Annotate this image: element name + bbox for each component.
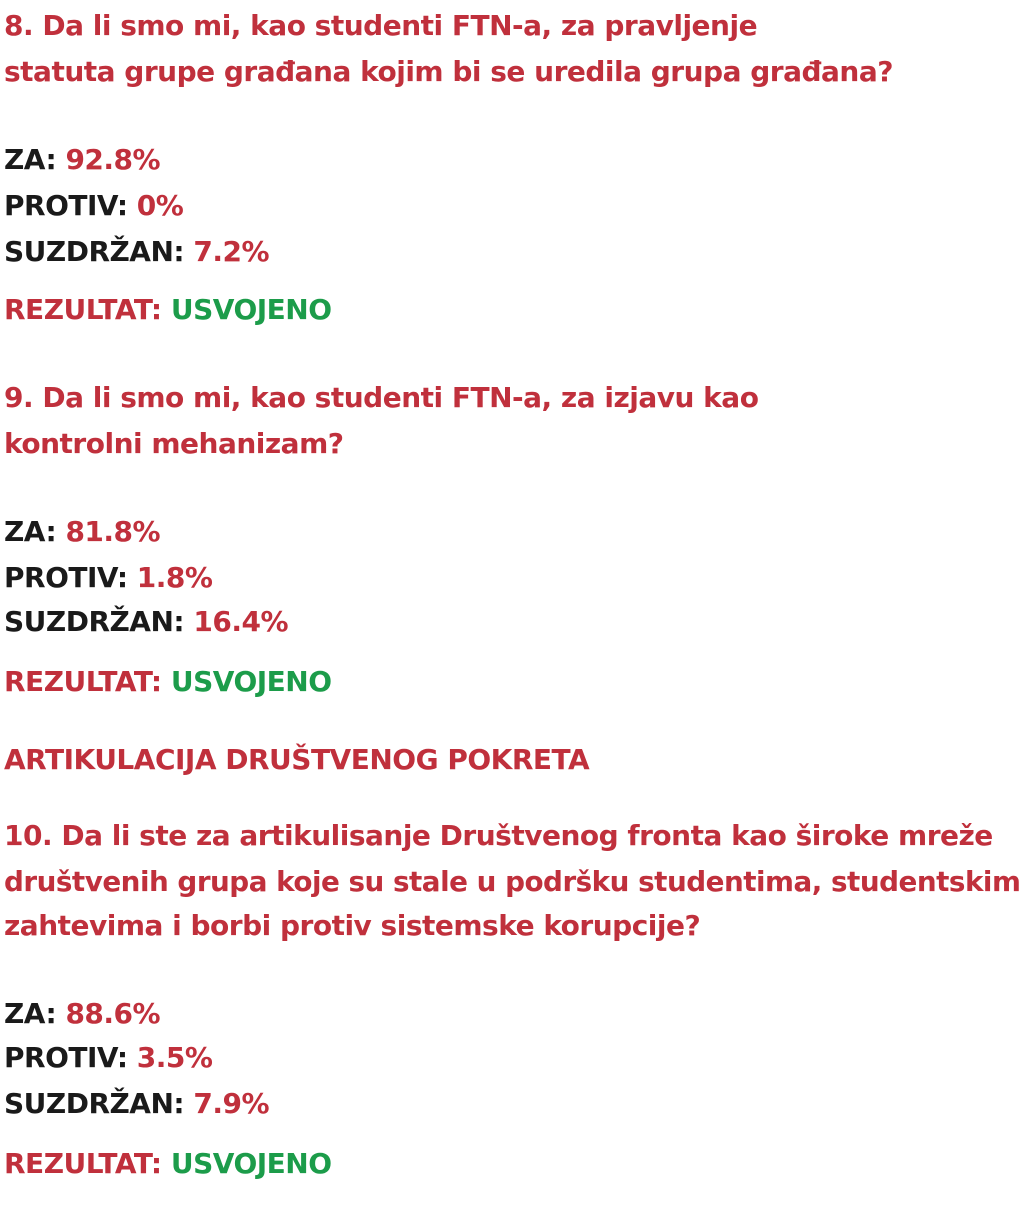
protiv-label: PROTIV:: [4, 561, 128, 594]
question-10-line-3: zahtevima i borbi protiv sistemske korupcije?: [4, 909, 701, 942]
q9-protiv-row: [4, 556, 212, 600]
protiv-label: PROTIV:: [4, 189, 128, 222]
za-value: 92.8%: [65, 143, 161, 176]
question-9-line-1: 9. Da li smo mi, kao studenti FTN-a, za izjavu kao: [4, 381, 759, 414]
q8-protiv-row: [4, 184, 183, 228]
q10-suzdrzan-row: [4, 1082, 269, 1126]
protiv-value: 1.8%: [136, 561, 213, 594]
q10-za-row: [4, 992, 160, 1036]
suzdrzan-value: 16.4%: [193, 605, 289, 638]
suzdrzan-label: SUZDRŽAN:: [4, 1087, 185, 1120]
q10-result-row: [4, 1142, 332, 1186]
question-8-line-2: statuta grupe građana kojim bi se uredila grupa građana?: [4, 55, 893, 88]
result-value: USVOJENO: [170, 293, 332, 326]
result-label: REZULTAT:: [4, 1147, 162, 1180]
result-label: REZULTAT:: [4, 665, 162, 698]
protiv-value: 0%: [136, 189, 184, 222]
suzdrzan-value: 7.2%: [193, 235, 270, 268]
za-label: ZA:: [4, 515, 57, 548]
q8-result-row: [4, 288, 332, 332]
q8-suzdrzan-row: [4, 230, 269, 274]
result-label: REZULTAT:: [4, 293, 162, 326]
protiv-value: 3.5%: [136, 1041, 213, 1074]
za-value: 81.8%: [65, 515, 161, 548]
question-10-line-2: društvenih grupa koje su stale u podršku studentima, studentskim: [4, 865, 1021, 898]
question-8-line-1: 8. Da li smo mi, kao studenti FTN-a, za pravljenje: [4, 9, 758, 42]
q10-protiv-row: [4, 1036, 212, 1080]
question-9-line-2: kontrolni mehanizam?: [4, 427, 344, 460]
question-10-line-1: 10. Da li ste za artikulisanje Društvenog fronta kao široke mreže: [4, 819, 993, 852]
suzdrzan-label: SUZDRŽAN:: [4, 235, 185, 268]
result-value: USVOJENO: [170, 1147, 332, 1180]
q9-suzdrzan-row: [4, 600, 288, 644]
suzdrzan-value: 7.9%: [193, 1087, 270, 1120]
suzdrzan-label: SUZDRŽAN:: [4, 605, 185, 638]
q9-result-row: [4, 660, 332, 704]
q8-za-row: [4, 138, 160, 182]
za-label: ZA:: [4, 997, 57, 1030]
za-value: 88.6%: [65, 997, 161, 1030]
za-label: ZA:: [4, 143, 57, 176]
q9-za-row: [4, 510, 160, 554]
section-heading: ARTIKULACIJA DRUŠTVENOG POKRETA: [4, 743, 590, 776]
protiv-label: PROTIV:: [4, 1041, 128, 1074]
result-value: USVOJENO: [170, 665, 332, 698]
